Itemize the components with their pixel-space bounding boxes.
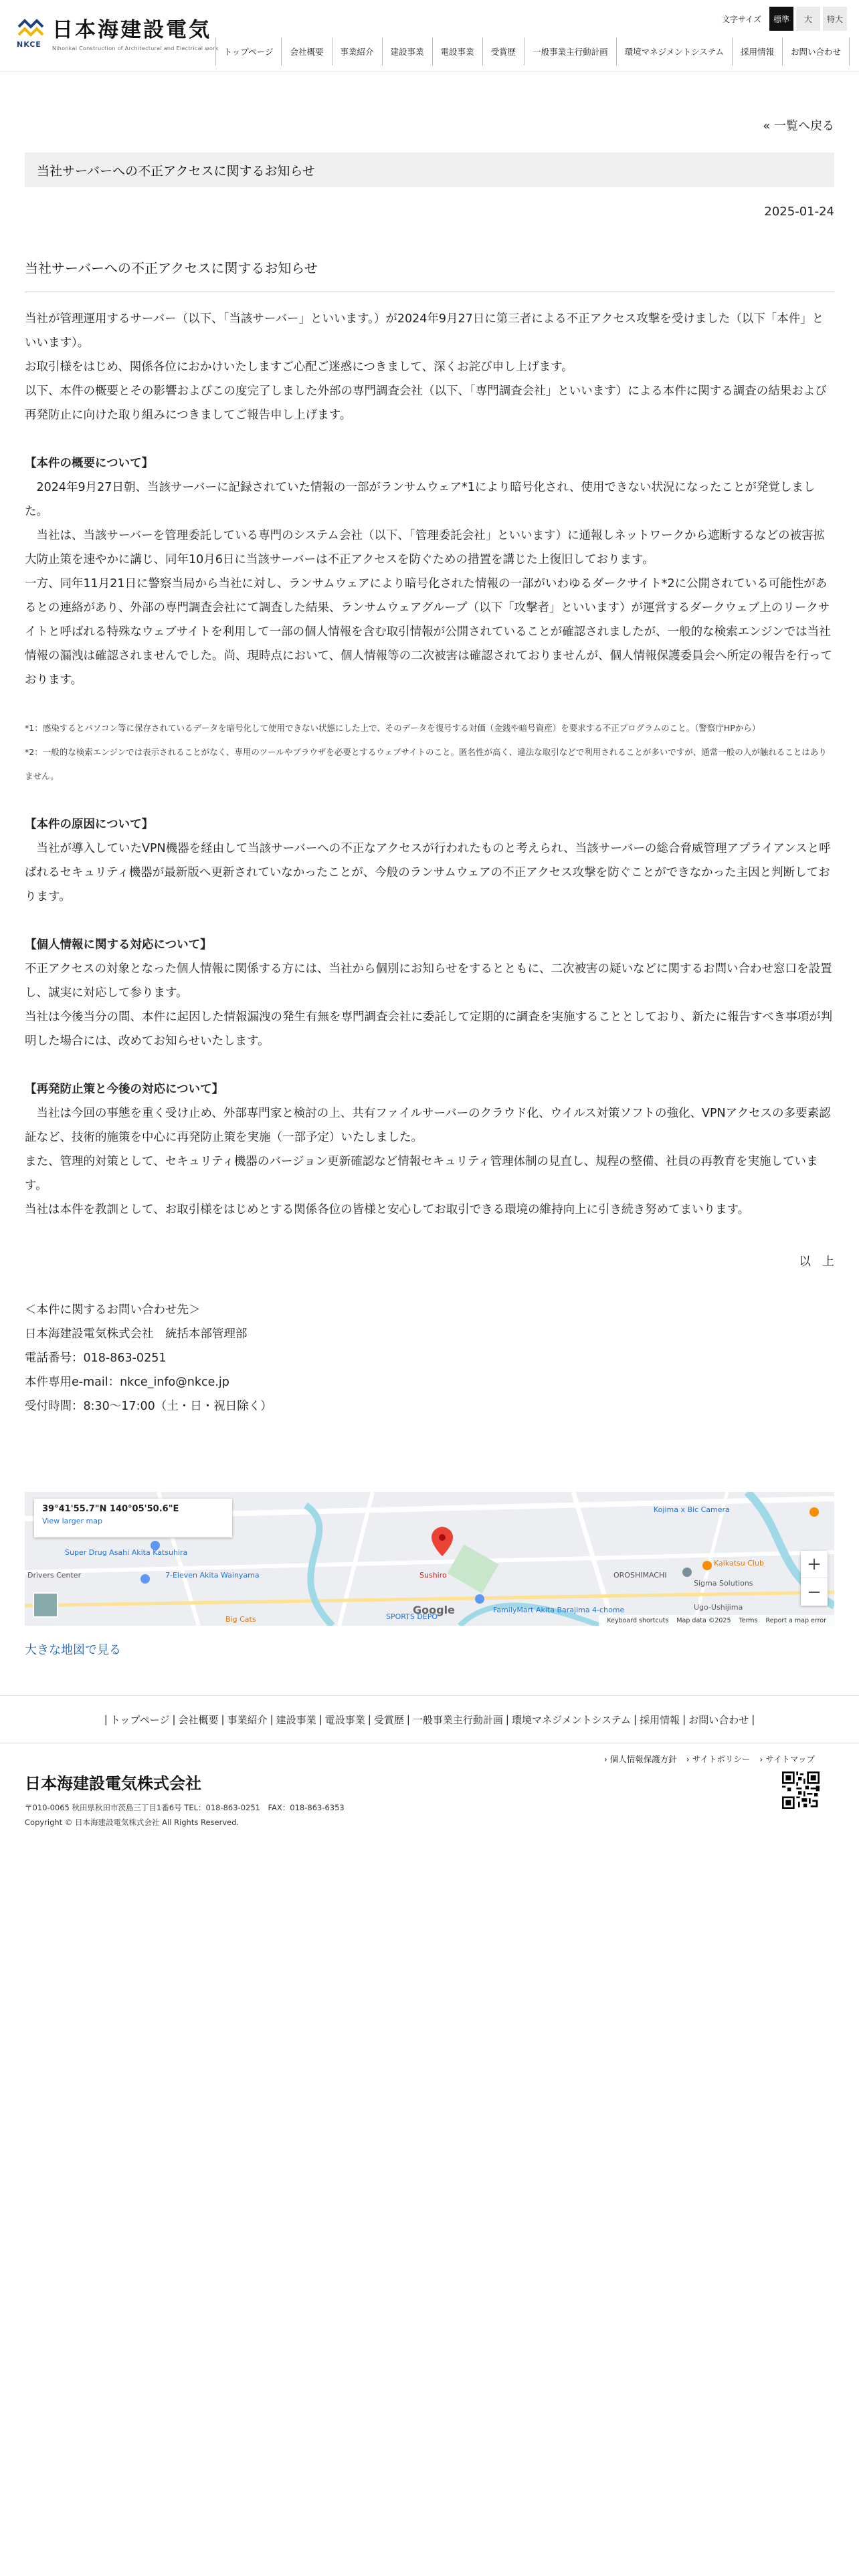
footer-nav-recruit[interactable]: 採用情報 (640, 1713, 680, 1726)
map-place-label: SPORTS DEPO (386, 1612, 438, 1621)
contact-line: 電話番号：018-863-0251 (25, 1352, 167, 1365)
footer-nav-business[interactable]: 事業紹介 (227, 1713, 268, 1726)
footer-nav-contact[interactable]: お問い合わせ (688, 1713, 749, 1726)
view-larger-map-link[interactable]: View larger map (42, 1517, 102, 1525)
nav-item-top[interactable]: トップページ (216, 37, 282, 66)
map-place-label: Drivers Center (27, 1571, 82, 1580)
zoom-out-button[interactable]: − (807, 1582, 822, 1602)
map-place-label: Big Cats (225, 1615, 256, 1624)
map-place-label: Sushiro (419, 1571, 447, 1580)
sitemap-link[interactable]: › サイトマップ (759, 1754, 815, 1764)
main-content (0, 116, 859, 1658)
keyboard-shortcuts-link[interactable]: Keyboard shortcuts (607, 1616, 669, 1624)
footer-nav-environment[interactable]: 環境マネジメントシステム (511, 1713, 632, 1726)
footer-nav-company[interactable]: 会社概要 (178, 1713, 219, 1726)
section-heading-prevention: 【再発防止策と今後の対応について】 (25, 1083, 224, 1096)
site-policy-link[interactable]: › サイトポリシー (686, 1754, 751, 1764)
article-date: 2025-01-24 (764, 205, 834, 219)
copyright: Copyright © 日本海建設電気株式会社 All Rights Reserved. (25, 1818, 240, 1827)
map-place-label: Super Drug Asahi Akita Katsuhira (65, 1548, 188, 1557)
paragraph: 不正アクセスの対象となった個人情報に関係する方には、当社から個別にお知らせをするとともに、二次被害の疑いなどに関するお問い合わせ窓口を設置し、誠実に対応して参ります。 (25, 962, 832, 1000)
contact-line: 日本海建設電気株式会社 統括本部管理部 (25, 1327, 248, 1341)
footer-nav-awards[interactable]: 受賞歴 (373, 1713, 404, 1726)
footer-nav: | トップページ | 会社概要 | 事業紹介 | 建設事業 | 電設事業 | 受賞歴 | 一般事業主行動計画 | 環境マネジメントシステム | 採用情報 | お問い合わせ | (0, 1695, 859, 1743)
paragraph: お取引様をはじめ、関係各位におかけいたしますご心配ご迷惑につきまして、深くお詫び申し上げます。 (25, 360, 573, 374)
map-data-label: Map data ©2025 (676, 1616, 731, 1624)
footer-nav-top[interactable]: トップページ (110, 1713, 170, 1726)
article-body (25, 307, 834, 1418)
qr-code-icon (782, 1772, 820, 1809)
logo-name-en: Nihonkai Construction of Architectural and Electrical work (52, 45, 219, 51)
paragraph: 当社は今回の事態を重く受け止め、外部専門家と検討の上、共有ファイルサーバーのクラウド化、ウイルス対策ソフトの強化、VPNアクセスの多要素認証など、技術的施策を中心に再発防止策を実施（一部予定）いたしました。 (25, 1107, 831, 1144)
map-place-label: 7-Eleven Akita Wainyama (165, 1571, 260, 1580)
map-zoom-controls (801, 1551, 828, 1606)
contact-heading: ＜本件に関するお問い合わせ先＞ (25, 1303, 201, 1317)
logo-mark (17, 17, 44, 56)
map-place-label: OROSHIMACHI (613, 1571, 667, 1580)
nav-item-contact[interactable]: お問い合わせ (783, 37, 850, 66)
privacy-policy-link[interactable]: › 個人情報保護方針 (603, 1754, 677, 1764)
paragraph: 一方、同年11月21日に警察当局から当社に対し、ランサムウェアにより暗号化された情報の一部がいわゆるダークサイト*2に公開されている可能性があるとの連絡があり、外部の専門調査会社にて調査した結果、ランサムウェアグループ（以下「攻撃者」といいます）が運営するダークウェブ上のリークサイトと呼ばれる特殊なウェブサイトを利用して一部の個人情報を含む取引情報が公開されていることが確認されましたが、一般的な検索エンジンでは当社情報の漏洩は確認されませんでした。尚、現時点において、個人情報等の二次被害は確認されておりませんが、個人情報保護委員会へ所定の報告を行っております。 (25, 577, 833, 687)
embedded-map[interactable] (25, 1492, 834, 1626)
footer-nav-construction[interactable]: 建設事業 (276, 1713, 316, 1726)
paragraph: 当社は、当該サーバーを管理委託している専門のシステム会社（以下、「管理委託会社」といいます）に通報しネットワークから遮断するなどの被害拡大防止策を速やかに講じ、同年10月6日に当該サーバーは不正アクセスを防ぐための措置を講じた上復旧しております。 (25, 529, 826, 566)
section-heading-personal-info: 【個人情報に関する対応について】 (25, 938, 212, 952)
font-size-label: 文字サイズ (721, 14, 761, 24)
article-subtitle: 当社サーバーへの不正アクセスに関するお知らせ (25, 257, 834, 292)
paragraph: 当社は今後当分の間、本件に起因した情報漏洩の発生有無を専門調査会社に委託して定期的に調査を実施することとしており、新たに報告すべき事項が判明した場合には、改めてお知らせいたします。 (25, 1010, 833, 1048)
paragraph: 当社が管理運用するサーバー（以下、「当該サーバー」といいます。）が2024年9月27日に第三者による不正アクセス攻撃を受けました（以下「本件」といいます）。 (25, 312, 824, 350)
site-logo[interactable] (17, 17, 219, 56)
logo-abbr: NKCE (17, 40, 41, 49)
paragraph: 2024年9月27日朝、当該サーバーに記録されていた情報の一部がランサムウェア*1により暗号化され、使用できない状況になったことが発覚しました。 (25, 481, 816, 518)
nav-item-business[interactable]: 事業紹介 (332, 37, 383, 66)
section-heading-cause: 【本件の原因について】 (25, 818, 154, 831)
font-size-normal-button[interactable]: 標準 (769, 7, 793, 31)
nav-item-company[interactable]: 会社概要 (282, 37, 332, 66)
big-map-link[interactable]: 大きな地図で見る (25, 1643, 121, 1657)
nav-item-action-plan[interactable]: 一般事業主行動計画 (524, 37, 617, 66)
footer-links (595, 1753, 815, 1765)
map-terms-link[interactable]: Terms (739, 1616, 758, 1624)
paragraph: 当社が導入していたVPN機器を経由して当該サーバーへの不正なアクセスが行われたものと考えられ、当該サーバーの総合脅威管理アプライアンスと呼ばれるセキュリティ機器が最新版へ更新されていなかったことが、今般のランサムウェアの不正アクセス攻撃を防ぐことができなかった主因と判断しております。 (25, 842, 831, 903)
paragraph: また、管理的対策として、セキュリティ機器のバージョン更新確認など情報セキュリティ管理体制の見直し、規程の整備、社員の再教育を実施しています。 (25, 1155, 818, 1192)
section-heading-overview: 【本件の概要について】 (25, 457, 154, 470)
font-size-large-button[interactable]: 大 (796, 7, 820, 31)
nav-item-construction[interactable]: 建設事業 (383, 37, 433, 66)
footer-nav-action-plan[interactable]: 一般事業主行動計画 (412, 1713, 503, 1726)
back-to-list-link[interactable]: « 一覧へ戻る (763, 119, 834, 133)
map-place-label: Kojima x Bic Camera (654, 1505, 730, 1514)
street-view-icon[interactable] (33, 1592, 58, 1618)
closing-mark: 以 上 (799, 1255, 834, 1269)
nav-item-recruit[interactable]: 採用情報 (733, 37, 783, 66)
footnote: *1：感染するとパソコン等に保存されているデータを暗号化して使用できない状態にした上で、そのデータを復号する対価（金銭や暗号資産）を要求する不正プログラムのこと。（警察庁HPから） (25, 723, 761, 733)
footer-address: 〒010-0065 秋田県秋田市茨島三丁目1番6号 TEL：018-863-0251 FAX：018-863-6353 (25, 1803, 345, 1812)
contact-line: 本件専用e-mail：nkce_info@nkce.jp (25, 1376, 229, 1389)
map-attribution (599, 1615, 834, 1626)
nav-item-awards[interactable]: 受賞歴 (483, 37, 525, 66)
nav-item-electrical[interactable]: 電設事業 (433, 37, 483, 66)
zoom-in-button[interactable]: + (801, 1551, 828, 1578)
footer-company-name: 日本海建設電気株式会社 (25, 1774, 201, 1793)
logo-name-jp: 日本海建設電気 (52, 18, 211, 42)
map-info-card (34, 1499, 232, 1537)
map-place-label: Sigma Solutions (694, 1579, 753, 1588)
map-place-label: Ugo-Ushijima (694, 1603, 743, 1612)
site-header (0, 0, 859, 72)
site-footer (0, 1743, 859, 1844)
font-size-xlarge-button[interactable]: 特大 (823, 7, 847, 31)
report-map-error-link[interactable]: Report a map error (765, 1616, 826, 1624)
font-size-switcher (722, 7, 847, 31)
footnote: *2：一般的な検索エンジンでは表示されることがなく、専用のツールやブラウザを必要とするウェブサイトのこと。匿名性が高く、違法な取引などで利用されることが多いですが、通常一般の人が触れることはありません。 (25, 747, 827, 781)
global-nav (215, 37, 850, 66)
footer-nav-electrical[interactable]: 電設事業 (324, 1713, 365, 1726)
paragraph: 以下、本件の概要とその影響およびこの度完了しました外部の専門調査会社（以下、「専門調査会社」といいます）による本件に関する調査の結果および再発防止に向けた取り組みにつきましてご報告申し上げます。 (25, 385, 827, 422)
map-coordinates: 39°41'55.7"N 140°05'50.6"E (42, 1504, 179, 1514)
paragraph: 当社は本件を教訓として、お取引様をはじめとする関係各位の皆様と安心してお取引できる環境の維持向上に引き続き努めてまいります。 (25, 1203, 750, 1216)
google-logo: Google (413, 1604, 455, 1616)
article-title: 当社サーバーへの不正アクセスに関するお知らせ (25, 152, 834, 187)
map-place-label: FamilyMart Akita Barajima 4-chome (493, 1606, 625, 1614)
map-place-label: Kaikatsu Club (714, 1559, 764, 1568)
nav-item-environment[interactable]: 環境マネジメントシステム (617, 37, 733, 66)
contact-line: 受付時間：8:30〜17:00（土・日・祝日除く） (25, 1400, 272, 1413)
